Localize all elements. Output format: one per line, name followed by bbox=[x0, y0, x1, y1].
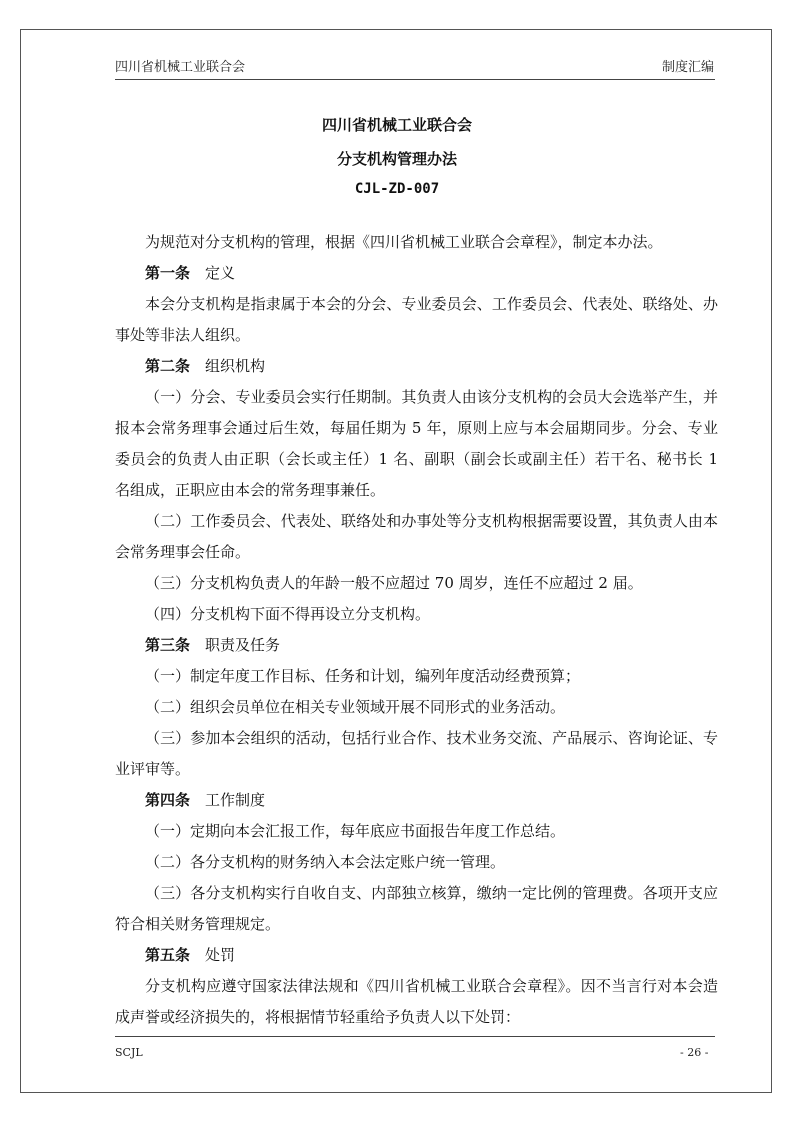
article-number: 第三条 bbox=[145, 636, 191, 654]
article-title: 组织机构 bbox=[205, 357, 266, 375]
article-heading bbox=[115, 785, 718, 816]
paragraph: （三）各分支机构实行自收自支、内部独立核算，缴纳一定比例的管理费。各项开支应符合相关财务管理规定。 bbox=[115, 884, 718, 933]
footer-rule bbox=[115, 1036, 715, 1037]
header-right: 制度汇编 bbox=[662, 60, 715, 75]
page-number: - 26 - bbox=[680, 1046, 709, 1059]
header-rule bbox=[115, 79, 715, 80]
paragraph: （三）参加本会组织的活动，包括行业合作、技术业务交流、产品展示、咨询论证、专业评审等。 bbox=[115, 729, 718, 778]
paragraph: （四）分支机构下面不得再设立分支机构。 bbox=[145, 605, 431, 623]
paragraph: （二）工作委员会、代表处、联络处和办事处等分支机构根据需要设置，其负责人由本会常务理事会任命。 bbox=[115, 512, 718, 561]
article-title: 职责及任务 bbox=[205, 636, 281, 654]
article-heading bbox=[115, 630, 718, 661]
article-title: 工作制度 bbox=[205, 791, 266, 809]
footer-left: SCJL bbox=[115, 1046, 143, 1059]
paragraph: （二）组织会员单位在相关专业领域开展不同形式的业务活动。 bbox=[145, 698, 566, 716]
paragraph: （三）分支机构负责人的年龄一般不应超过 70 周岁，连任不应超过 2 届。 bbox=[145, 574, 643, 592]
article-heading bbox=[115, 258, 718, 289]
document-title: 分支机构管理办法 bbox=[336, 150, 457, 168]
article-number: 第一条 bbox=[145, 264, 191, 282]
paragraph: （二）各分支机构的财务纳入本会法定账户统一管理。 bbox=[145, 853, 506, 871]
paragraph: 本会分支机构是指隶属于本会的分会、专业委员会、工作委员会、代表处、联络处、办事处等非法人组织。 bbox=[115, 295, 718, 344]
paragraph: （一）定期向本会汇报工作，每年底应书面报告年度工作总结。 bbox=[145, 822, 566, 840]
paragraph: 分支机构应遵守国家法律法规和《四川省机械工业联合会章程》。因不当言行对本会造成声誉或经济损失的，将根据情节轻重给予负责人以下处罚： bbox=[115, 977, 718, 1026]
article-heading bbox=[115, 940, 718, 971]
article-number: 第五条 bbox=[145, 946, 191, 964]
article-number: 第二条 bbox=[145, 357, 191, 375]
paragraph: （一）分会、专业委员会实行任期制。其负责人由该分支机构的会员大会选举产生，并报本会常务理事会通过后生效，每届任期为 5 年，原则上应与本会届期同步。分会、专业委员会的负责人由正职（会长或主任）1 名、副职（副会长或副主任）若干名、秘书长 1 名组成，正职应由本会的常务理事兼任。 bbox=[115, 388, 718, 499]
document-code: CJL-ZD-007 bbox=[354, 181, 440, 197]
header-left: 四川省机械工业联合会 bbox=[115, 60, 246, 75]
paragraph: 为规范对分支机构的管理，根据《四川省机械工业联合会章程》，制定本办法。 bbox=[145, 233, 663, 251]
article-title: 处罚 bbox=[205, 946, 236, 964]
document-org-title: 四川省机械工业联合会 bbox=[321, 116, 472, 134]
paragraph: （一）制定年度工作目标、任务和计划，编列年度活动经费预算； bbox=[145, 667, 581, 685]
article-title: 定义 bbox=[205, 264, 236, 282]
article-heading bbox=[115, 351, 718, 382]
document-body bbox=[115, 227, 718, 1033]
article-number: 第四条 bbox=[145, 791, 191, 809]
